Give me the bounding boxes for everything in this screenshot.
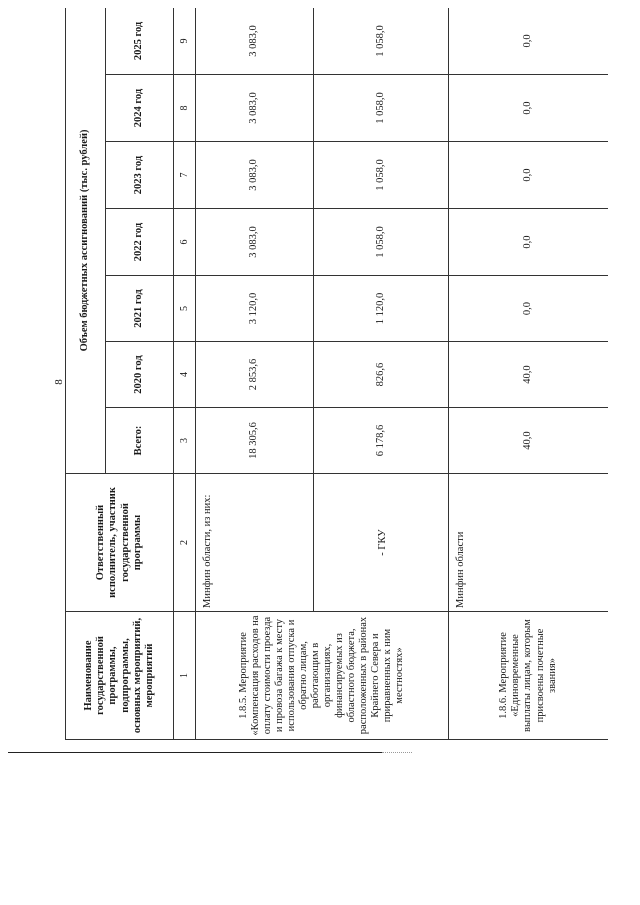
- column-number: 3: [174, 408, 196, 474]
- row-value-2023: 0,0: [449, 142, 609, 209]
- row-executor-cell: Минфин области: [449, 474, 609, 612]
- footnote-divider: [8, 752, 382, 753]
- header-executor: Ответственный исполнитель, участник государственной программы: [66, 474, 174, 612]
- column-number: 5: [174, 276, 196, 342]
- column-number: 8: [174, 75, 196, 142]
- row-value-2023: 3 083,0: [196, 142, 314, 209]
- row-value-2020: 2 853,6: [196, 342, 314, 408]
- header-year-2025: 2025 год: [106, 8, 174, 75]
- row-value-2024: 3 083,0: [196, 75, 314, 142]
- row-value-2025: 3 083,0: [196, 8, 314, 75]
- row-value-total: 6 178,6: [314, 408, 449, 474]
- row-value-2021: 0,0: [449, 276, 609, 342]
- header-year-2021: 2021 год: [106, 276, 174, 342]
- row-value-2021: 1 120,0: [314, 276, 449, 342]
- header-year-2024: 2024 год: [106, 75, 174, 142]
- row-name-cell: 1.8.6. Мероприятие «Единовременные выплаты лицам, которым присвоены почетные звания»: [449, 612, 609, 740]
- column-number: 9: [174, 8, 196, 75]
- row-value-2022: 1 058,0: [314, 209, 449, 276]
- header-row-group: [66, 8, 106, 740]
- header-year-2022: 2022 год: [106, 209, 174, 276]
- row-value-2020: 40,0: [449, 342, 609, 408]
- table-row: [196, 8, 314, 740]
- column-number: 6: [174, 209, 196, 276]
- row-executor-cell: - ГКУ: [314, 474, 449, 612]
- header-year-2020: 2020 год: [106, 342, 174, 408]
- header-total: Всего:: [106, 408, 174, 474]
- column-number: 4: [174, 342, 196, 408]
- row-value-2022: 0,0: [449, 209, 609, 276]
- row-value-2023: 1 058,0: [314, 142, 449, 209]
- header-year-2023: 2023 год: [106, 142, 174, 209]
- row-value-total: 40,0: [449, 408, 609, 474]
- row-value-2020: 826,6: [314, 342, 449, 408]
- header-budget-group: Объем бюджетных ассигнований (тыс. рублей): [66, 8, 106, 474]
- header-name: Наименование государственной программы, подпрограммы, основных мероприятий, мероприятий: [66, 612, 174, 740]
- row-value-total: 18 305,6: [196, 408, 314, 474]
- rotated-table-frame: [65, 8, 608, 740]
- page-number: 8: [52, 379, 65, 385]
- row-value-2025: 0,0: [449, 8, 609, 75]
- row-executor-cell: Минфин области, из них:: [196, 474, 314, 612]
- column-number: 2: [174, 474, 196, 612]
- column-number: 7: [174, 142, 196, 209]
- row-name-cell: 1.8.5. Мероприятие «Компенсация расходов на оплату стоимости проезда и провоза багажа к месту использования отпуска и обратно лицам, работающим в организациях, финансируемых из областного бюджета, расположенных в районах Крайнего Севера и приравненных к ним местностях»: [196, 612, 449, 740]
- row-value-2022: 3 083,0: [196, 209, 314, 276]
- footnote-divider-tail: [382, 752, 412, 753]
- row-value-2024: 1 058,0: [314, 75, 449, 142]
- column-number: 1: [174, 612, 196, 740]
- row-value-2021: 3 120,0: [196, 276, 314, 342]
- table-row: [449, 8, 609, 740]
- row-value-2024: 0,0: [449, 75, 609, 142]
- column-number-row: [174, 8, 196, 740]
- row-value-2025: 1 058,0: [314, 8, 449, 75]
- budget-table: [65, 8, 608, 740]
- table-rotation-wrapper: [65, 8, 608, 740]
